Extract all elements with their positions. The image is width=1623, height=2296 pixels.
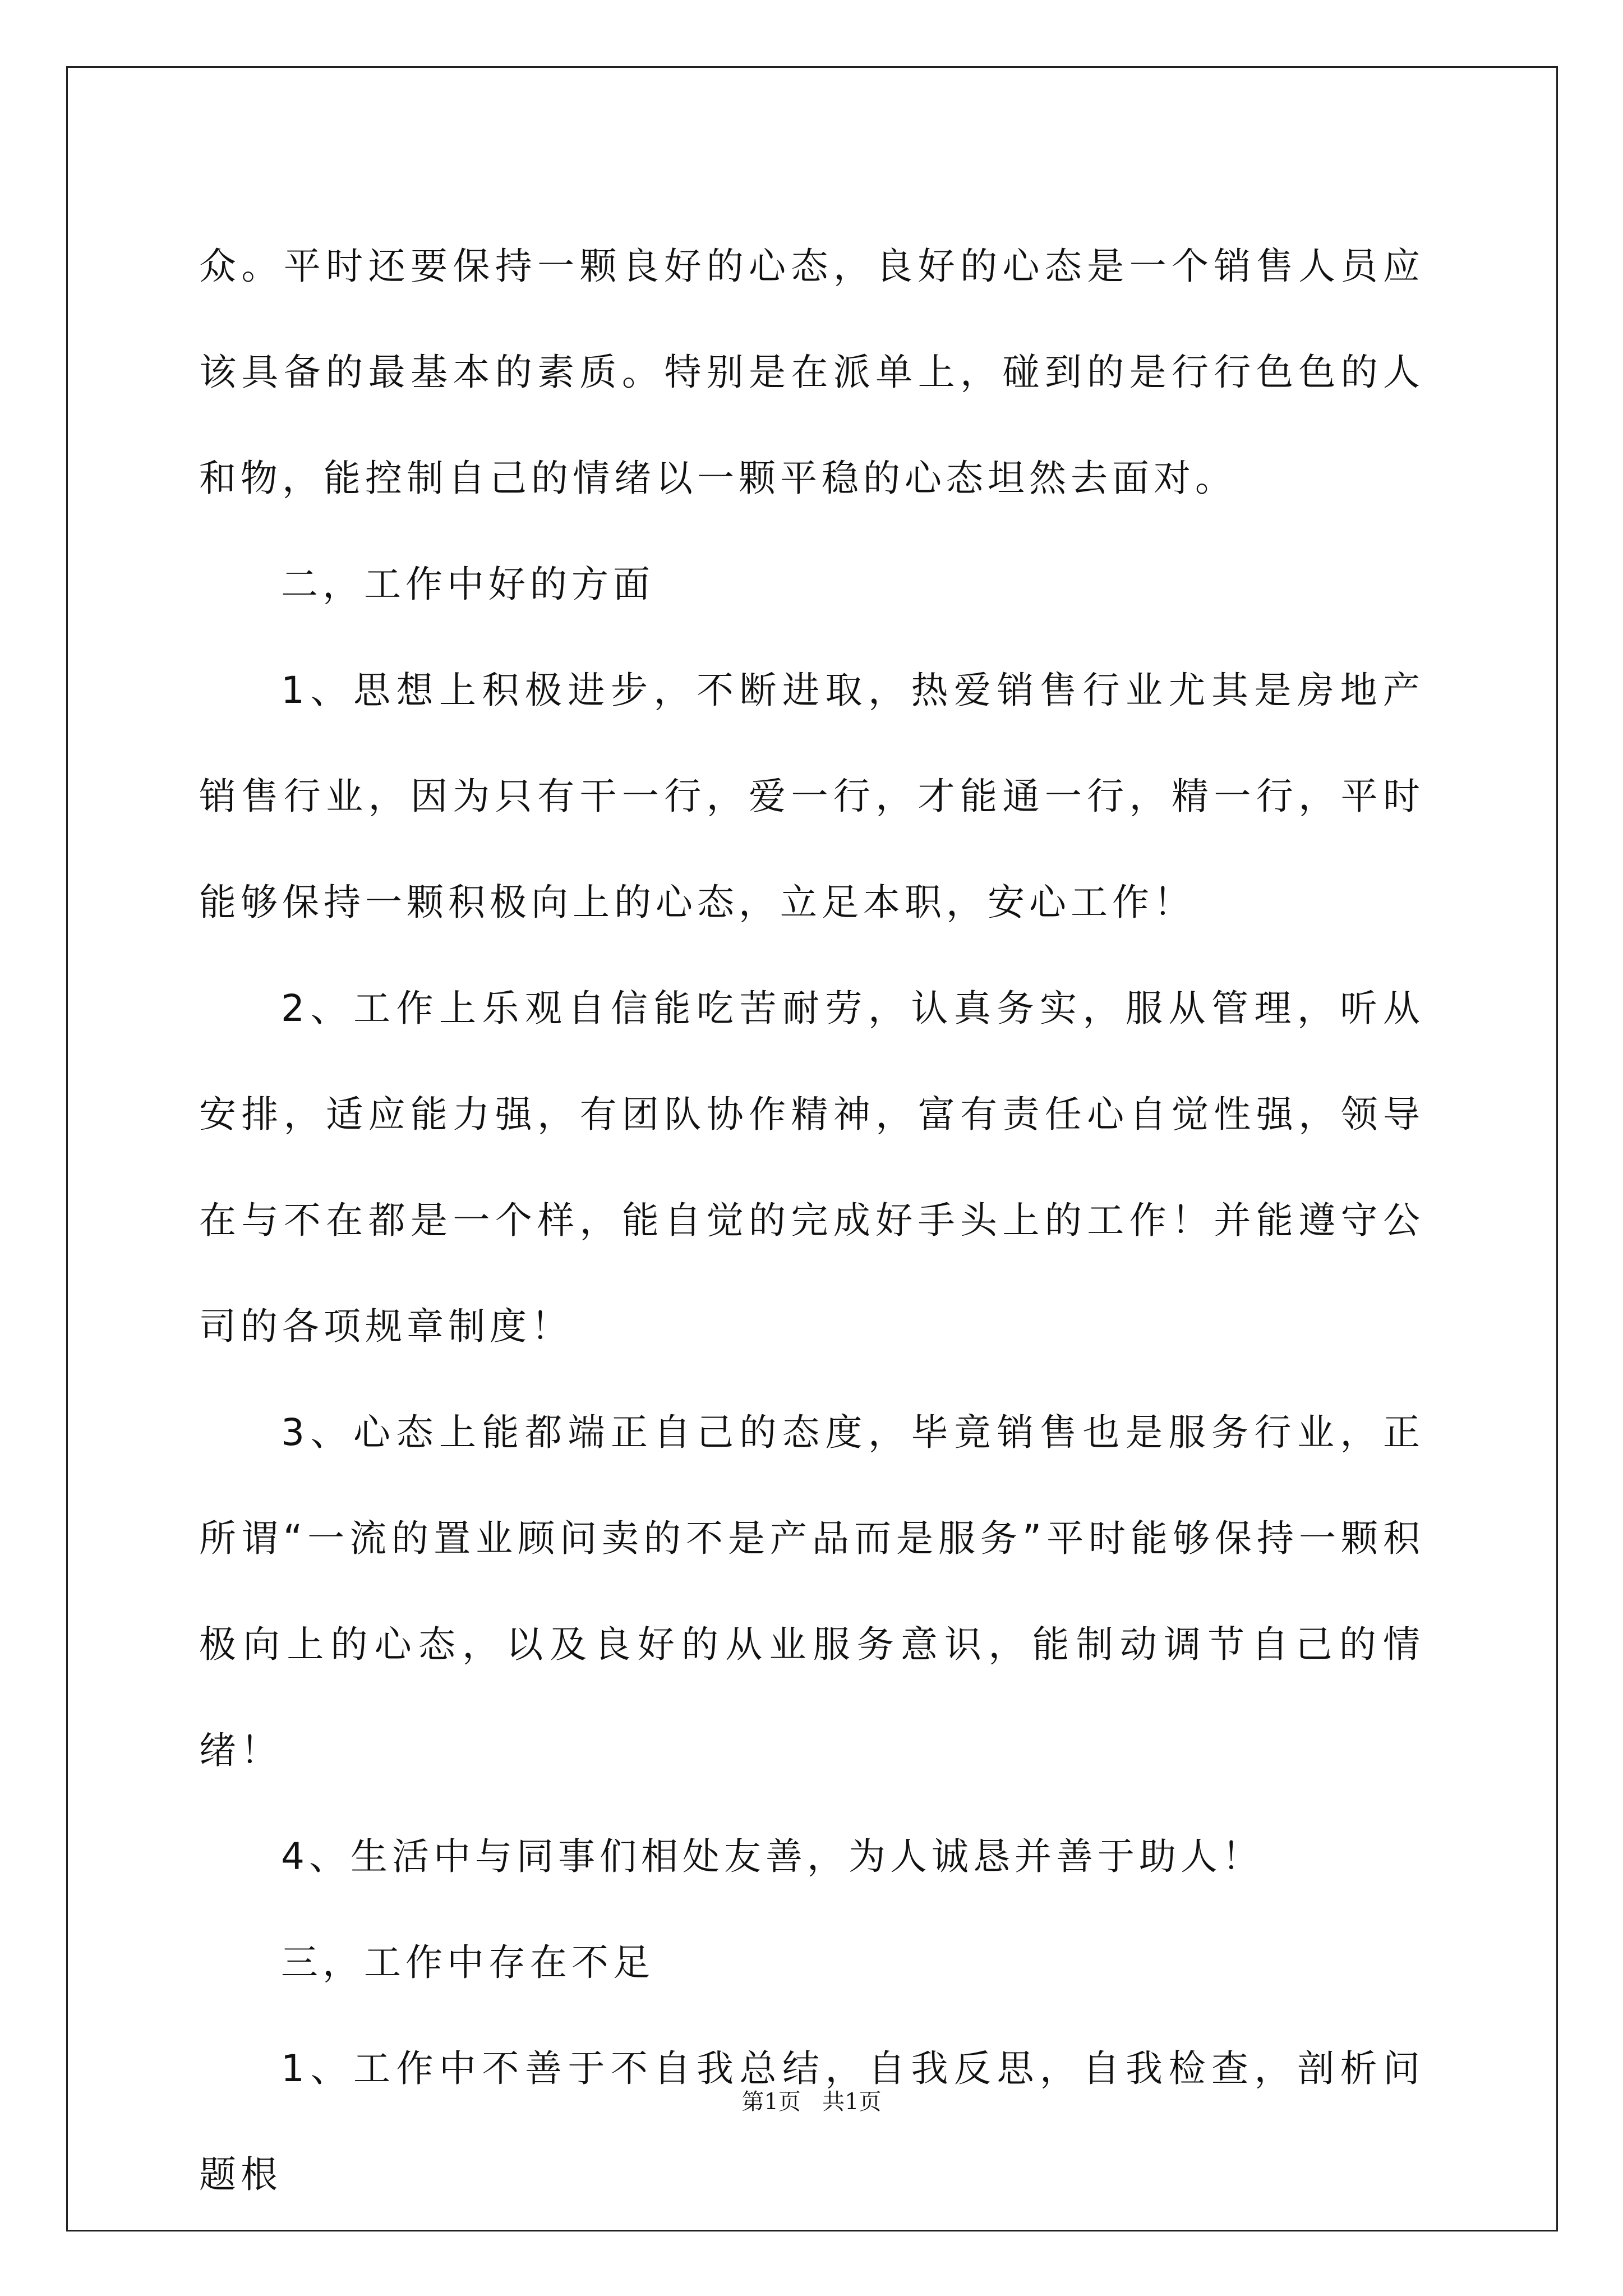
section-heading-shortcomings: 三，工作中存在不足 <box>281 1941 654 1984</box>
section-heading-good-aspects: 二，工作中好的方面 <box>281 563 654 606</box>
page-number: 第1页 <box>741 2089 801 2115</box>
paragraph-item-2: 2、工作上乐观自信能吃苦耐劳，认真务实，服从管理，听从安排，适应能力强，有团队协作精神，富有责任心自觉性强，领导在与不在都是一个样，能自觉的完成好手头上的工作！并能遵守公司的各项规章制度！ <box>199 987 1424 1348</box>
paragraph-shortcoming-1: 1、工作中不善于不自我总结，自我反思，自我检查，剖析问题根 <box>199 2047 1424 2196</box>
document-body <box>199 213 1424 2228</box>
paragraph-item-3: 3、心态上能都端正自己的态度，毕竟销售也是服务行业，正所谓“一流的置业顾问卖的不是产品而是服务”平时能够保持一颗积极向上的心态，以及良好的从业服务意识，能制动调节自己的情绪！ <box>199 1411 1424 1772</box>
paragraph-continuation: 众。平时还要保持一颗良好的心态，良好的心态是一个销售人员应该具备的最基本的素质。特别是在派单上，碰到的是行行色色的人和物，能控制自己的情绪以一颗平稳的心态坦然去面对。 <box>199 245 1424 500</box>
paragraph-item-1: 1、思想上积极进步，不断进取，热爱销售行业尤其是房地产销售行业，因为只有干一行，爱一行，才能通一行，精一行，平时能够保持一颗积极向上的心态，立足本职，安心工作！ <box>199 669 1424 924</box>
page-footer <box>0 2084 1623 2116</box>
paragraph-item-4: 4、生活中与同事们相处友善，为人诚恳并善于助人！ <box>281 1835 1264 1878</box>
page-total: 共1页 <box>822 2089 882 2115</box>
